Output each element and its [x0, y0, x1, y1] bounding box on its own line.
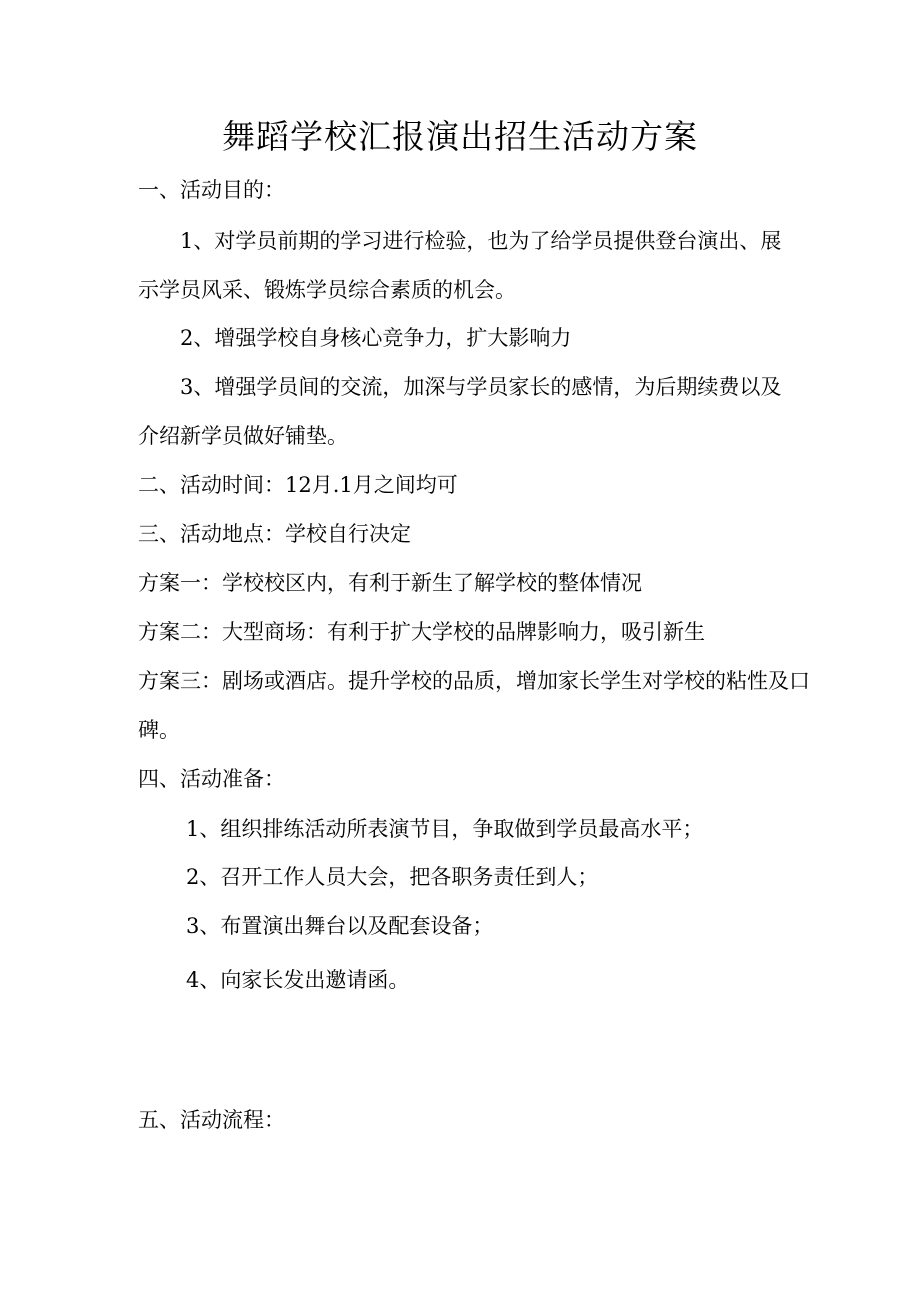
section-4-item-2: 2、召开工作人员大会，把各职务责任到人； — [186, 865, 599, 889]
section-4-item-1: 1、组织排练活动所表演节目，争取做到学员最高水平； — [186, 817, 704, 841]
section-1-heading: 一、活动目的： — [138, 178, 285, 202]
section-1-item-2: 2、增强学校自身核心竞争力，扩大影响力 — [180, 326, 572, 350]
section-4-item-4: 4、向家长发出邀请函。 — [186, 968, 410, 992]
section-1-item-1: 1、对学员前期的学习进行检验，也为了给学员提供登台演出、展示学员风采、锻炼学员综合素质的机会。 — [138, 229, 782, 302]
section-3-plan-3-line-1: 方案三：剧场或酒店。提升学校的品质，增加家长学生对学校的粘性及口 — [138, 669, 810, 693]
section-4-heading: 四、活动准备： — [138, 767, 285, 791]
section-3-plan-3-line-2: 碑。 — [138, 718, 180, 742]
section-4-item-3: 3、布置演出舞台以及配套设备； — [186, 914, 494, 938]
section-3-plan-1: 方案一：学校校区内，有利于新生了解学校的整体情况 — [138, 571, 642, 595]
document-title: 舞蹈学校汇报演出招生活动方案 — [222, 117, 698, 156]
section-2-heading: 二、活动时间：12月.1月之间均可 — [138, 473, 458, 497]
section-1-item-3: 3、增强学员间的交流，加深与学员家长的感情，为后期续费以及介绍新学员做好铺垫。 — [138, 375, 782, 448]
section-5-heading: 五、活动流程： — [138, 1108, 285, 1132]
section-3-plan-2: 方案二：大型商场：有利于扩大学校的品牌影响力，吸引新生 — [138, 620, 705, 644]
section-3-heading: 三、活动地点：学校自行决定 — [138, 522, 411, 546]
